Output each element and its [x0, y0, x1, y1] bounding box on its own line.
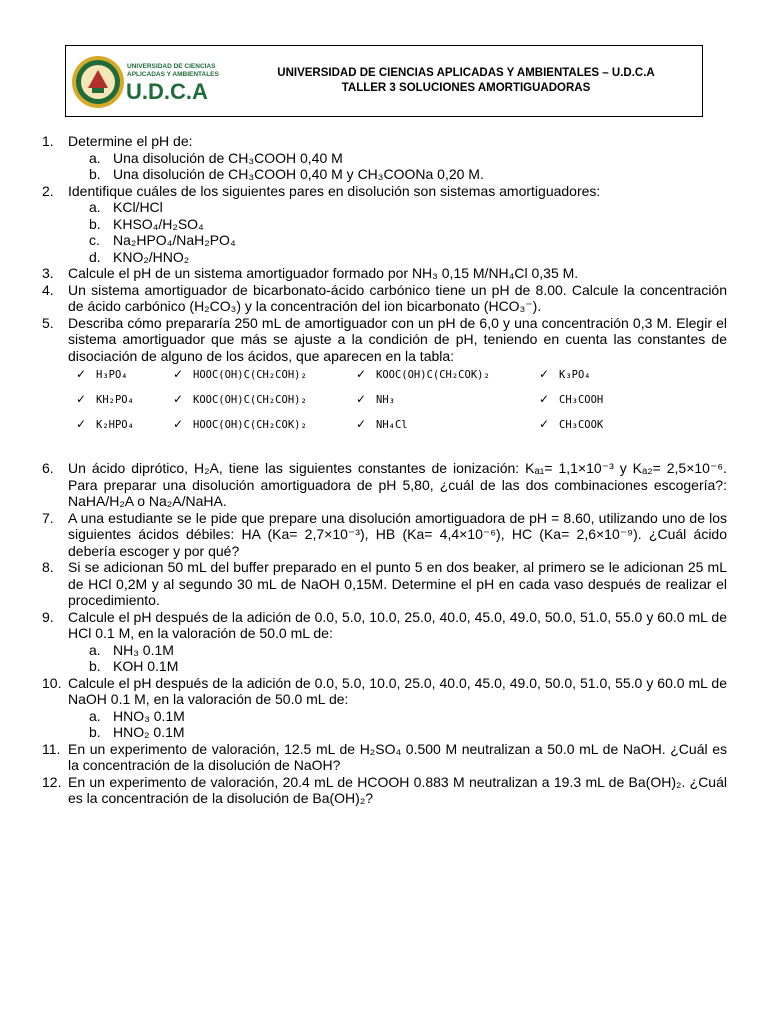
- question-8: 8. Si se adicionan 50 mL del buffer preparado en el punto 5 en dos beaker, al primero se le adicionan 25 mL de HCl 0,2M y al segundo 30 mL de NaOH 0,15M. Determine el pH en cada vaso después de realizar el procedimiento.: [42, 559, 727, 608]
- check-icon: ✓: [539, 417, 550, 431]
- question-2c: c. Na₂HPO₄/NaH₂PO₄: [89, 232, 236, 248]
- check-icon: ✓: [173, 367, 184, 381]
- question-5: 5. Describa cómo prepararía 250 mL de amortiguador con un pH de 6,0 y una concentración 0,3 M. Elegir el sistema amortiguador que más se ajuste a la condición de pH, teniendo en cuenta las constantes de disociación de alguno de los ácidos, que aparecen en la tabla:: [42, 314, 727, 364]
- question-2b: b. KHSO₄/H₂SO₄: [89, 215, 204, 232]
- acid-item: ✓ NH₄Cl: [356, 417, 408, 431]
- check-icon: ✓: [76, 367, 87, 381]
- acid-item: ✓ HOOC(OH)C(CH₂COK)₂: [173, 417, 307, 431]
- question-9b: b. KOH 0.1M: [89, 658, 179, 674]
- acid-item: ✓ K₂HPO₄: [76, 417, 134, 431]
- acid-item: ✓ KOOC(OH)C(CH₂COH)₂: [173, 392, 307, 406]
- check-icon: ✓: [356, 367, 367, 381]
- check-icon: ✓: [356, 392, 367, 406]
- check-icon: ✓: [356, 417, 367, 431]
- question-7: 7. A una estudiante se le pide que prepare una disolución amortiguadora de pH = 8.60, utilizando uno de los siguientes ácidos débiles: HA (Ka= 2,7×10⁻³), HB (Ka= 4,4×10⁻⁶), HC (Ka= 2,6×10⁻⁹). ¿Cuál ácido debería escoger y por qué?: [42, 509, 727, 559]
- check-icon: ✓: [539, 392, 550, 406]
- question-4: 4. Un sistema amortiguador de bicarbonato-ácido carbónico tiene un pH de 8.00. Calcule la concentración de ácido carbónico (H₂CO₃) y la concentración del ion bicarbonato (HCO₃⁻).: [42, 281, 727, 314]
- question-10a: a. HNO₃ 0.1M: [89, 707, 185, 724]
- question-3: 3. Calcule el pH de un sistema amortiguador formado por NH₃ 0,15 M/NH₄Cl 0,35 M.: [42, 265, 579, 281]
- acid-item: ✓ K₃PO₄: [539, 367, 591, 381]
- question-12: 12. En un experimento de valoración, 20.4 mL de HCOOH 0.883 M neutralizan a 19.3 mL de Ba(OH)₂. ¿Cuál es la concentración de la disolución de Ba(OH)₂?: [42, 773, 727, 806]
- logo-line2: APLICADAS Y AMBIENTALES: [127, 71, 219, 78]
- logo-line1: UNIVERSIDAD DE CIENCIAS: [127, 63, 216, 70]
- acid-table: [76, 365, 727, 440]
- question-10b: b. HNO₂ 0.1M: [89, 724, 185, 740]
- workshop-title: TALLER 3 SOLUCIONES AMORTIGUADORAS: [341, 82, 591, 94]
- header-title: [246, 66, 686, 96]
- acid-item: ✓ CH₃COOH: [539, 392, 604, 406]
- university-name: UNIVERSIDAD DE CIENCIAS APLICADAS Y AMBIENTALES – U.D.C.A: [277, 67, 655, 79]
- check-icon: ✓: [173, 392, 184, 406]
- question-10: 10. Calcule el pH después de la adición de 0.0, 5.0, 10.0, 25.0, 40.0, 45.0, 49.0, 50.0, 51.0, 55.0 y 60.0 mL de NaOH 0.1 M, en la valoración de 50.0 mL de:: [42, 674, 727, 707]
- check-icon: ✓: [76, 392, 87, 406]
- question-9: 9. Calcule el pH después de la adición de 0.0, 5.0, 10.0, 25.0, 40.0, 45.0, 49.0, 50.0, 51.0, 55.0 y 60.0 mL de HCl 0.1 M, en la valoración de 50.0 mL de:: [42, 608, 727, 641]
- acid-item: ✓ KOOC(OH)C(CH₂COK)₂: [356, 367, 490, 381]
- acid-item: ✓ CH₃COOK: [539, 417, 604, 431]
- question-1a: a. Una disolución de CH₃COOH 0,40 M: [89, 149, 343, 166]
- document-header: [65, 45, 703, 117]
- question-2: 2. Identifique cuáles de los siguientes pares en disolución son sistemas amortiguadores:: [42, 182, 601, 199]
- question-list: [42, 133, 727, 807]
- question-2d: d. KNO₂/HNO₂: [89, 248, 190, 265]
- acid-item: ✓ H₃PO₄: [76, 367, 128, 381]
- question-1: 1. Determine el pH de:: [42, 133, 193, 149]
- question-6: 6. Un ácido diprótico, H₂A, tiene las siguientes constantes de ionización: Kₐ₁= 1,1×10⁻³ y Kₐ₂= 2,5×10⁻⁶. Para preparar una disolución amortiguadora de pH 5,80, ¿cuál de las dos combinaciones escogería?: NaHA/H₂A o Na₂A/NaHA.: [42, 460, 727, 509]
- udca-logo: [70, 54, 220, 110]
- logo-big-text: U.D.C.A: [126, 79, 208, 104]
- question-1b: b. Una disolución de CH₃COOH 0,40 M y CH₃COONa 0,20 M.: [89, 166, 484, 182]
- question-9a: a. NH₃ 0.1M: [89, 641, 174, 658]
- acid-item: ✓ NH₃: [356, 392, 395, 406]
- acid-item: ✓ KH₂PO₄: [76, 392, 134, 406]
- question-11: 11. En un experimento de valoración, 12.5 mL de H₂SO₄ 0.500 M neutralizan a 50.0 mL de NaOH. ¿Cuál es la concentración de la disolución de NaOH?: [42, 740, 727, 773]
- check-icon: ✓: [173, 417, 184, 431]
- question-2a: a. KCl/HCl: [89, 199, 163, 215]
- acid-item: ✓ HOOC(OH)C(CH₂COH)₂: [173, 367, 307, 381]
- check-icon: ✓: [539, 367, 550, 381]
- spacer: [42, 440, 727, 460]
- check-icon: ✓: [76, 417, 87, 431]
